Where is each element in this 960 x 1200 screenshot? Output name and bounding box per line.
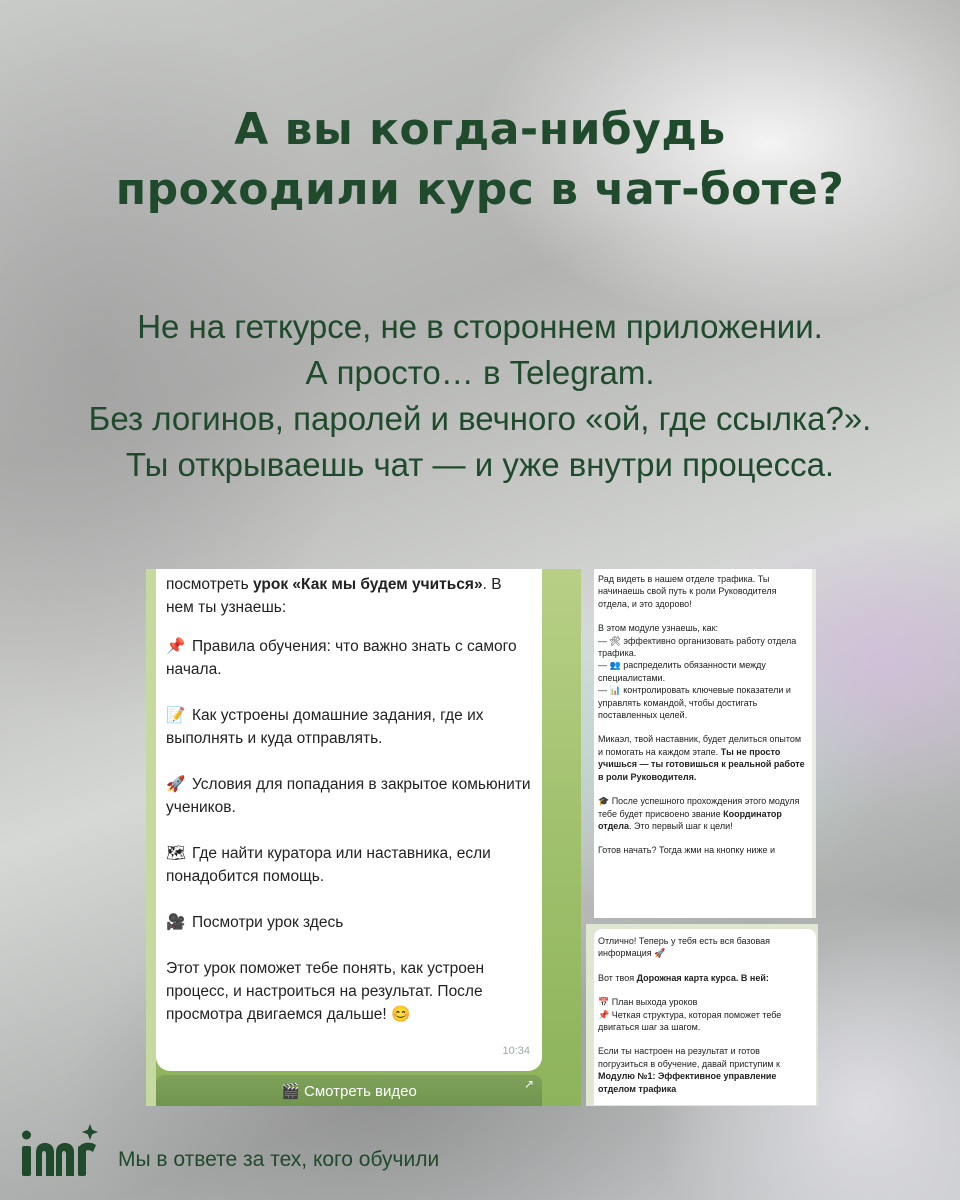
lead-line-3: Без логинов, паролей и вечного «ой, где ссылка?». [88,400,872,437]
message-paragraph [598,622,808,721]
watch-video-label: 🎬 Смотреть видео [281,1083,417,1100]
chat-side-strip [146,569,156,1106]
intro-text: посмотреть [166,576,249,593]
heading-line-2: проходили курс в чат-боте? [115,164,845,215]
graduation-text: 🎓 После успешного прохождения этого модуля тебе будет присвоено звание [598,796,800,819]
main-heading [0,100,960,220]
module-item: — 👥 распределить обязанности между специалистами. [598,660,766,683]
message-paragraph: Готов начать? Тогда жми на кнопку ниже и [598,845,776,856]
list-item-text: Как устроены домашние задания, где их выполнять и куда отправлять. [166,707,484,747]
intro-lesson-title: урок «Как мы будем учиться» [253,576,483,593]
list-item [166,773,532,819]
list-item-text: Посмотри урок здесь [192,914,344,931]
footer-tagline: Мы в ответе за тех, кого обучили [118,1148,440,1171]
roadmap-item: 📌 Четкая структура, которая поможет тебе двигаться шаг за шагом. [598,1009,782,1033]
telegram-chat-screenshot-right-bottom [594,929,816,1105]
watch-video-button[interactable] [156,1075,542,1106]
message-paragraph [598,1045,812,1095]
message-bubble [156,569,542,1071]
external-link-icon: ↗ [523,1077,534,1091]
message-paragraph [598,795,808,832]
memo-icon: 📝 [166,707,186,724]
message-paragraph [598,996,812,1033]
mentor-text-bold: Ты не просто учишься — ты готовишься к реальной работе в роли Руководителя. [598,746,805,782]
message-time: 10:34 [502,1045,530,1057]
lead-text [0,304,960,488]
lead-line-2: А просто… в Telegram. [305,354,655,391]
message-paragraph: Отлично! Теперь у тебя есть вся базовая информация 🚀 [598,936,771,959]
video-camera-icon: 🎥 [166,914,186,931]
heading-line-1: А вы когда-нибудь [234,104,726,155]
list-item [166,635,532,681]
roadmap-title: Дорожная карта курса. В ней: [636,972,769,983]
module-intro: В этом модуле узнаешь, как: [598,623,719,634]
intro-text-end: . В нем ты узнаешь: [166,576,502,616]
mentor-text: Микаэл, твой наставник, будет делиться опытом и помогать на каждом этапе. [598,734,802,757]
list-item [166,704,532,750]
module-item: — 📊 контролировать ключевые показатели и управлять командой, чтобы достигать поставленных целей. [598,685,791,721]
message-paragraph: Рад видеть в нашем отделе трафика. Ты начинаешь свой путь к роли Руководителя отдела, и это здорово! [598,574,777,609]
lead-line-4: Ты открываешь чат — и уже внутри процесса. [125,446,835,483]
message-paragraph [598,972,812,984]
list-item [166,911,532,934]
map-icon: 🗺 [166,845,186,862]
brand-logo-icon [16,1122,102,1178]
cta-text: Если ты настроен на результат и готов погрузиться в обучение, давай приступим к [598,1046,780,1069]
message-paragraph [598,733,808,783]
roadmap-item: 📅 План выхода уроков [598,997,698,1008]
rocket-icon: 🚀 [166,776,186,793]
telegram-chat-screenshot-left [146,569,581,1106]
list-item-text: Правила обучения: что важно знать с самого начала. [166,638,517,678]
pushpin-icon: 📌 [166,638,186,655]
list-item [166,842,532,888]
module-title: Модулю №1: Эффективное управление отделом трафика [598,1071,777,1094]
lead-line-1: Не на геткурсе, не в стороннем приложении. [137,308,823,345]
message-intro [166,573,532,619]
message-outro: Этот урок поможет тебе понять, как устроен процесс, и настроиться на результат. После просмотра двигаемся дальше! 😊 [166,960,485,1023]
telegram-chat-screenshot-right-top [594,569,816,918]
list-item-text: Условия для попадания в закрытое комьюнити учеников. [166,776,531,816]
roadmap-intro: Вот твоя [598,972,635,983]
graduation-text-end: . Это первый шаг к цели! [629,820,733,831]
list-item-text: Где найти куратора или наставника, если понадобится помощь. [166,845,491,885]
module-item: — 🛠 эффективно организовать работу отдела трафика. [598,635,797,659]
rank-title: Координатор отдела [598,808,782,831]
